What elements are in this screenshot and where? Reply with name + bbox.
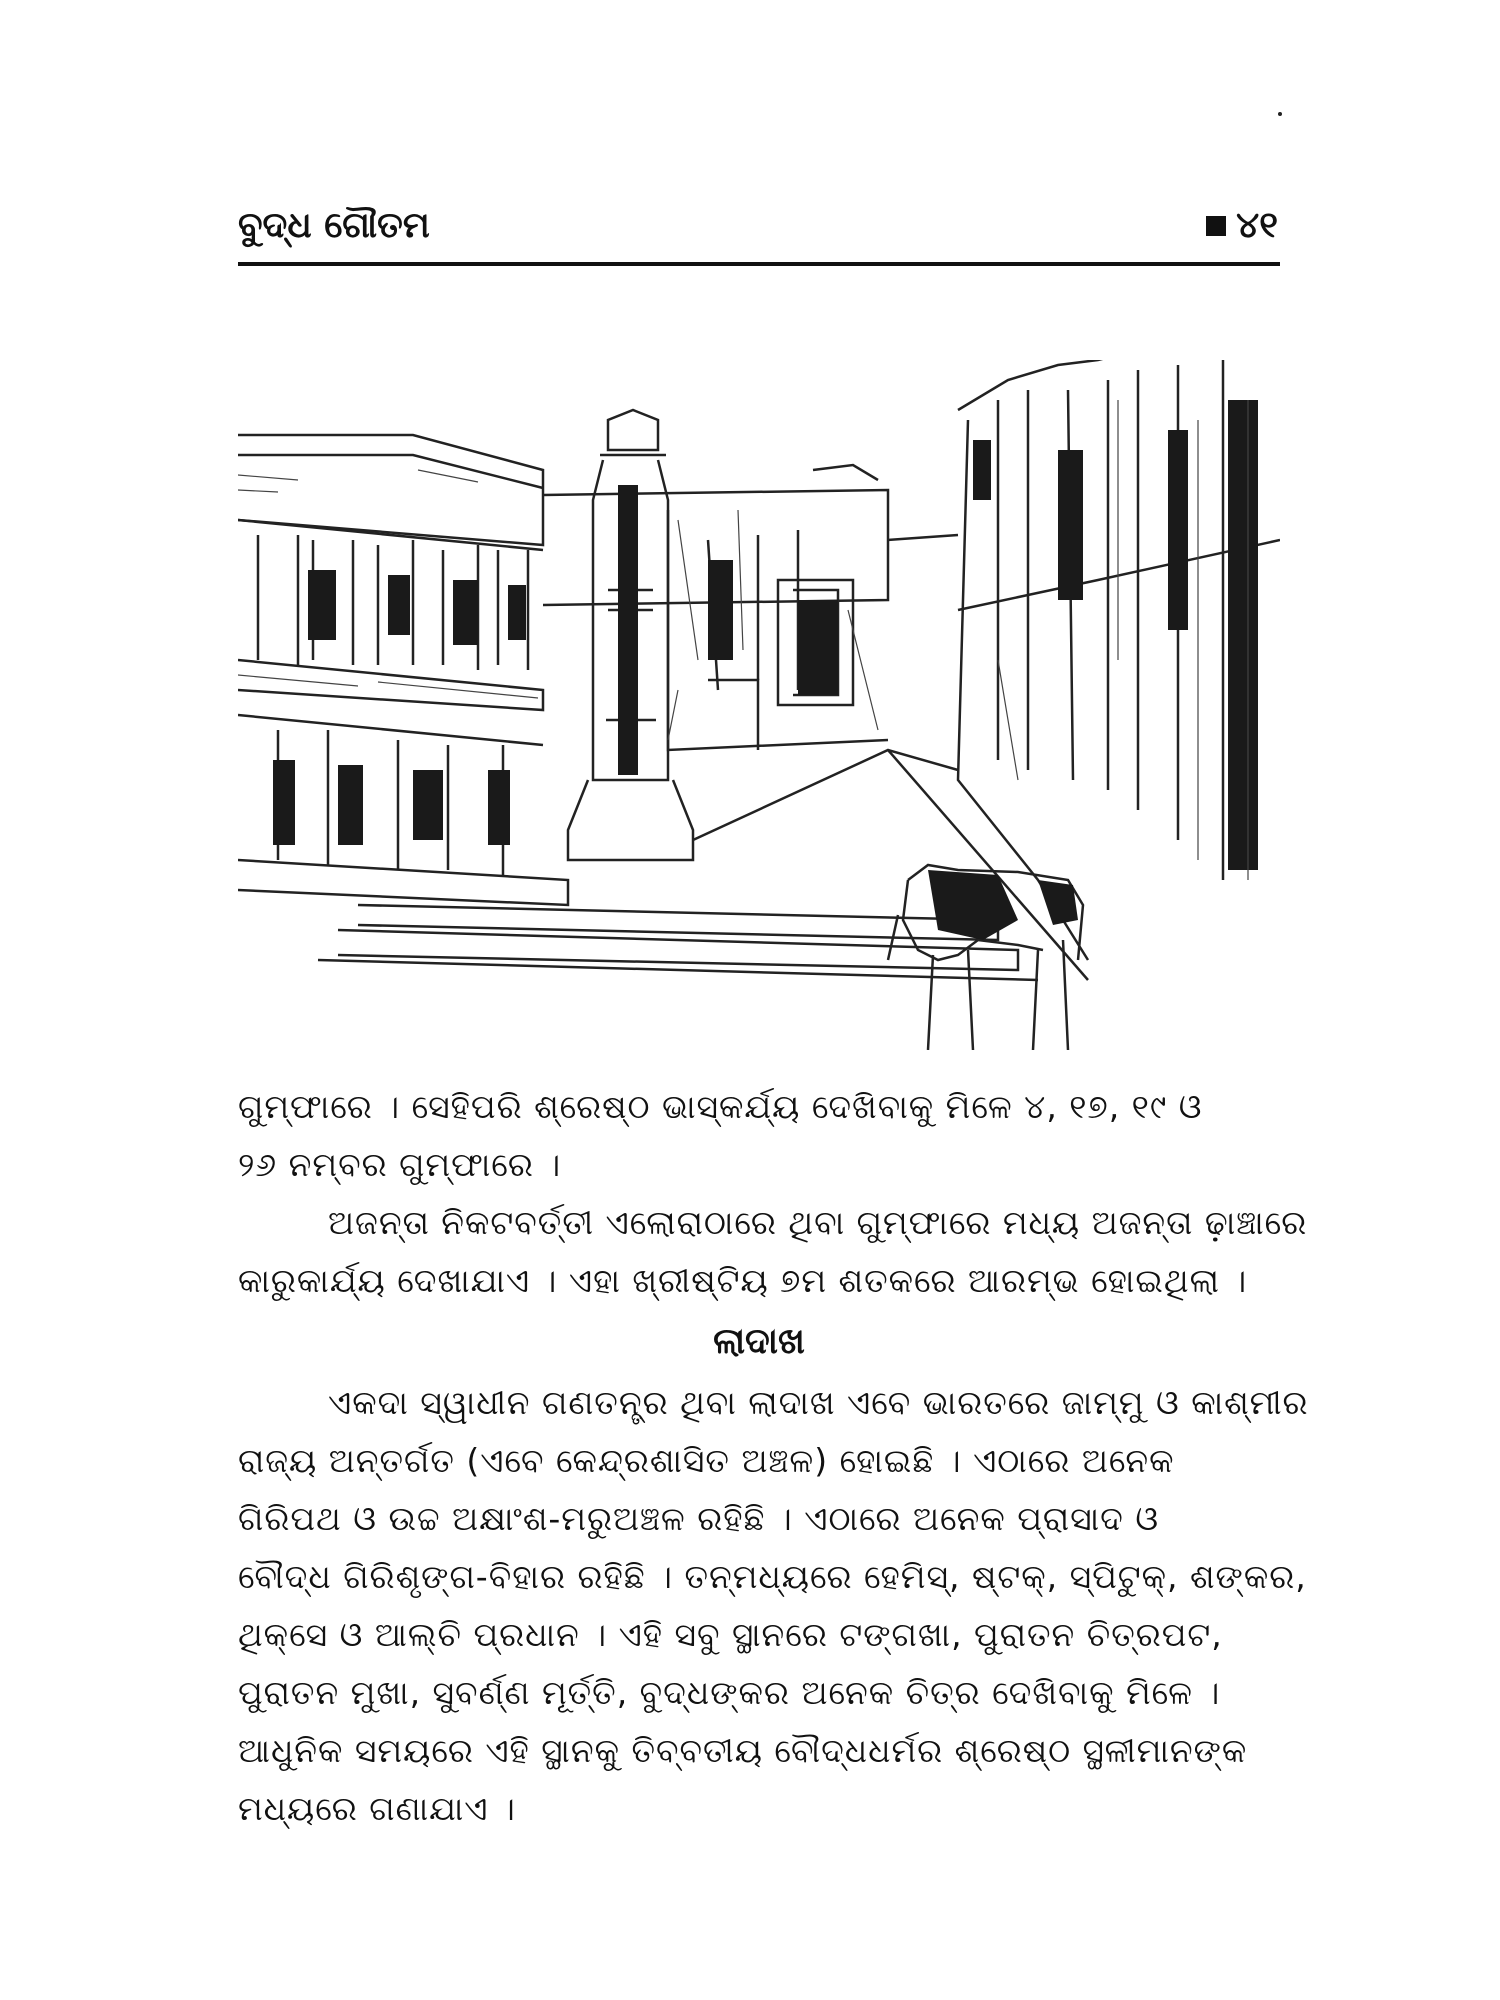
paragraph-line: ଗିରିପଥ ଓ ଉଚ୍ଚ ଅକ୍ଷାଂଶ-ମରୁଅଞ୍ଚଳ ରହିଛି । ଏଠାରେ ଅନେକ ପ୍ରାସାଦ ଓ xyxy=(238,1499,1160,1538)
paragraph-line: ବୌଦ୍ଧ ଗିରିଶୃଙ୍ଗ-ବିହାର ରହିଛି । ତନ୍ମଧ୍ୟରେ ହେମିସ୍, ଷ୍ଟକ୍, ସ୍ପିଟୁକ୍, ଶଙ୍କର, xyxy=(238,1557,1307,1596)
paragraph-line: ଥିକ୍‌ସେ ଓ ଆଲ୍‌ଚି ପ୍ରଧାନ । ଏହି ସବୁ ସ୍ଥାନରେ ଟଙ୍ଗଖା, ପୁରାତନ ଚିତ୍ରପଟ, xyxy=(238,1615,1223,1654)
paragraph-line: ପୁରାତନ ମୁଖା, ସୁବର୍ଣ୍ଣ ମୂର୍ତ୍ତି, ବୁଦ୍ଧଙ୍କର ଅନେକ ଚିତ୍ର ଦେଖିବାକୁ ମିଳେ । xyxy=(238,1673,1221,1712)
paragraph-line: ଗୁମ୍ଫାରେ । ସେହିପରି ଶ୍ରେଷ୍ଠ ଭାସ୍କର୍ଯ୍ୟ ଦେଖିବାକୁ ମିଳେ ୪, ୧୭, ୧୯ ଓ xyxy=(238,1087,1203,1126)
paragraph-line: ଏକଦା ସ୍ୱାଧୀନ ଗଣତନ୍ତ୍ର ଥିବା ଲାଦାଖ ଏବେ ଭାରତରେ ଜାମ୍ମୁ ଓ କାଶ୍ମୀର xyxy=(328,1383,1309,1422)
page-number-block xyxy=(1206,205,1278,247)
page-number: ୪୧ xyxy=(1236,205,1278,246)
paragraph-line: ରାଜ୍ୟ ଅନ୍ତର୍ଗତ (ଏବେ କେନ୍ଦ୍ରଶାସିତ ଅଞ୍ଚଳ) ହୋଇଛି । ଏଠାରେ ଅନେକ xyxy=(238,1441,1175,1480)
paragraph-line: ୨୬ ନମ୍ବର ଗୁମ୍ଫାରେ । xyxy=(238,1145,562,1184)
print-speck xyxy=(1278,112,1282,116)
section-heading: ଲାଦାଖ xyxy=(713,1321,805,1362)
square-bullet-icon xyxy=(1206,216,1226,236)
paragraph-line: କାରୁକାର୍ଯ୍ୟ ଦେଖାଯାଏ । ଏହା ଖ୍ରୀଷ୍ଟିୟ ୭ମ ଶତକରେ ଆରମ୍ଭ ହୋଇଥିଲା । xyxy=(238,1261,1248,1300)
header-rule xyxy=(238,262,1280,266)
paragraph-line: ଅଜନ୍ତା ନିକଟବର୍ତ୍ତୀ ଏଲୋରାଠାରେ ଥିବା ଗୁମ୍ଫାରେ ମଧ୍ୟ ଅଜନ୍ତା ଢ଼ାଞ୍ଚାରେ xyxy=(328,1203,1308,1242)
body-text xyxy=(238,1078,1309,1838)
ellora-caves-illustration xyxy=(238,360,1280,1050)
paragraph-line: ମଧ୍ୟରେ ଗଣାଯାଏ । xyxy=(238,1789,516,1828)
running-title: ବୁଦ୍ଧ ଗୌତମ xyxy=(238,205,430,246)
page-header xyxy=(238,205,1278,261)
paragraph-line: ଆଧୁନିକ ସମୟରେ ଏହି ସ୍ଥାନକୁ ତିବ୍ବତୀୟ ବୌଦ୍ଧଧର୍ମର ଶ୍ରେଷ୍ଠ ସ୍ଥଳୀମାନଙ୍କ xyxy=(238,1731,1248,1770)
